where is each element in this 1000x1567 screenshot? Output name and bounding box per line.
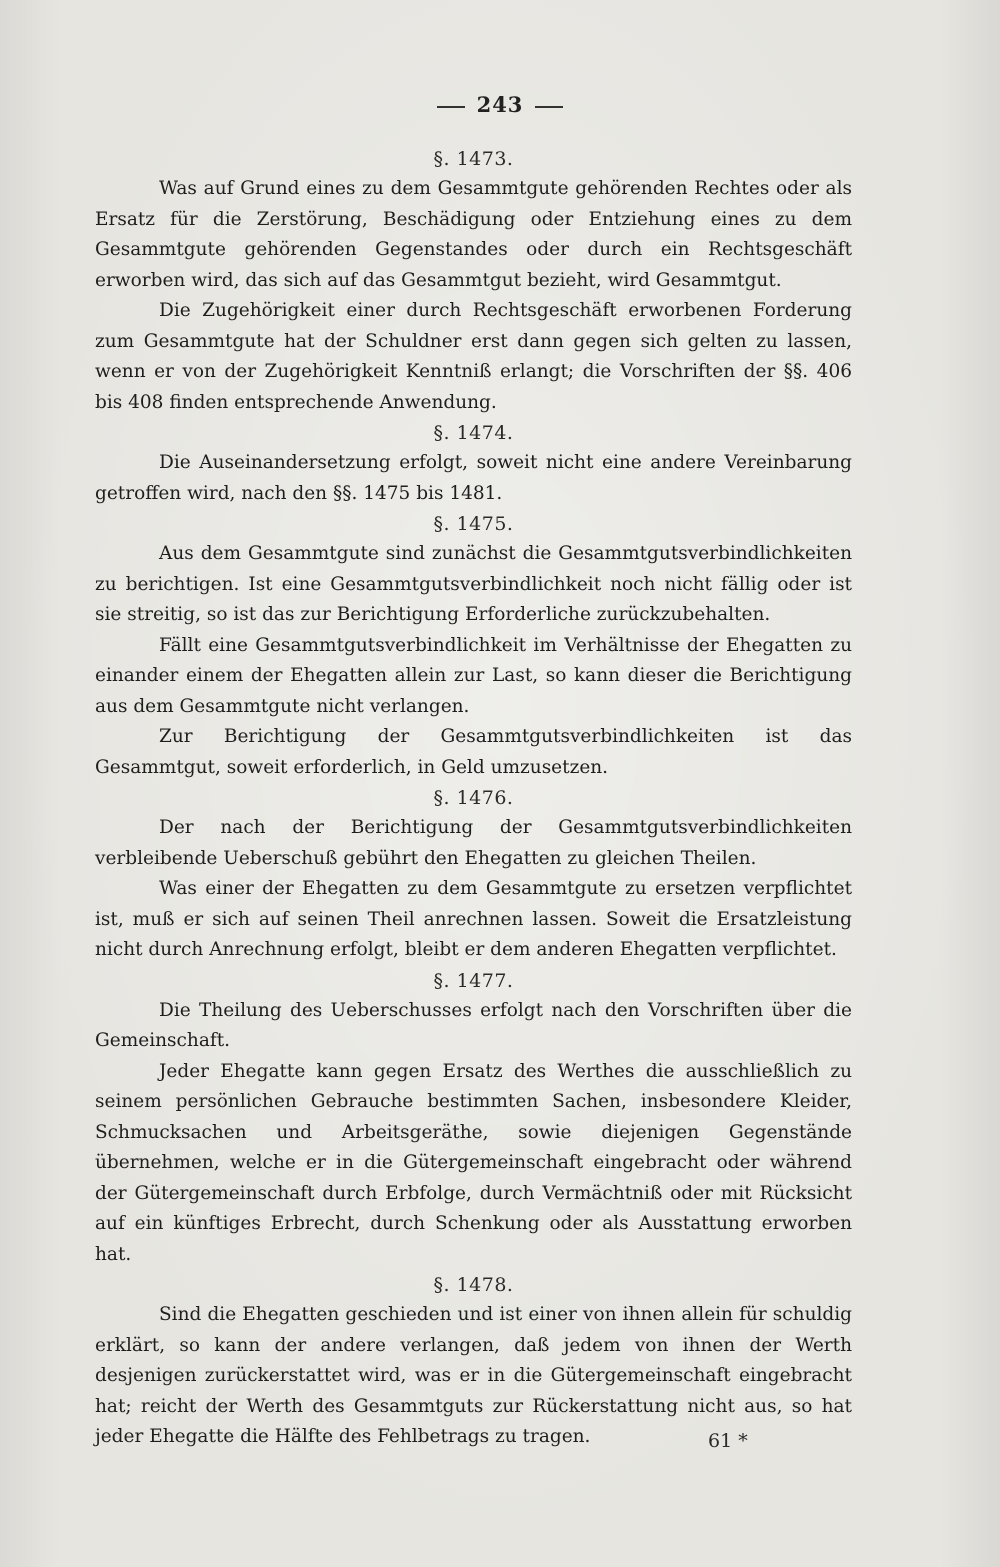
section-heading: §. 1477. xyxy=(433,969,514,992)
section-1475 xyxy=(95,509,852,783)
paragraph: Aus dem Gesammtgute sind zunächst die Gesammtgutsverbindlichkeiten zu berichtigen. Ist eine Gesammtgutsverbindlichkeit noch nicht fällig oder ist sie streitig, so ist das zur Berichtigung Erforderliche zurückzubehalten. xyxy=(95,543,852,625)
section-1476 xyxy=(95,783,852,966)
page-body xyxy=(95,144,852,1453)
page-number: 243 xyxy=(476,92,524,117)
section-heading: §. 1473. xyxy=(433,148,514,170)
page-header xyxy=(0,92,1000,117)
paragraph: Jeder Ehegatte kann gegen Ersatz des Werthes die ausschließlich zu seinem persönlichen Gebrauche bestimmten Sachen, insbesondere Kleider, Schmucksachen und Arbeitsgeräthe, sowie diejenigen Gegenstände übernehmen, welche er in die Gütergemeinschaft eingebracht oder während der Gütergemeinschaft durch Erbfolge, durch Vermächtniß oder mit Rücksicht auf ein künftiges Erbrecht, durch Schenkung oder als Ausstattung erworben hat. xyxy=(95,1060,852,1265)
header-dash-left xyxy=(437,106,465,108)
paragraph: Was auf Grund eines zu dem Gesammtgute gehörenden Rechtes oder als Ersatz für die Zerstörung, Beschädigung oder Entziehung eines zu dem Gesammtgute gehörenden Gegenstandes oder durch ein Rechtsgeschäft erworben wird, das sich auf das Gesammtgut bezieht, wird Gesammtgut. xyxy=(95,178,852,291)
header-dash-right xyxy=(535,106,563,108)
section-heading: §. 1475. xyxy=(433,513,514,535)
section-heading: §. 1476. xyxy=(433,787,514,809)
paragraph: Zur Berichtigung der Gesammtgutsverbindlichkeiten ist das Gesammtgut, soweit erforderlich, in Geld umzusetzen. xyxy=(95,726,852,778)
section-1474 xyxy=(95,418,852,509)
paragraph: Die Zugehörigkeit einer durch Rechtsgeschäft erworbenen Forderung zum Gesammtgute hat der Schuldner erst dann gegen sich gelten zu lassen, wenn er von der Zugehörigkeit Kenntniß erlangt; die Vorschriften der §§. 406 bis 408 finden entsprechende Anwendung. xyxy=(95,300,852,413)
section-heading: §. 1478. xyxy=(433,1274,514,1296)
section-1473 xyxy=(95,144,852,418)
section-heading: §. 1474. xyxy=(433,422,514,444)
paragraph: Was einer der Ehegatten zu dem Gesammtgute zu ersetzen verpflichtet ist, muß er sich auf seinen Theil anrechnen lassen. Soweit die Ersatzleistung nicht durch Anrechnung erfolgt, bleibt er dem anderen Ehegatten verpflichtet. xyxy=(95,878,852,960)
printer-signature: 61 * xyxy=(708,1430,748,1452)
section-1478 xyxy=(95,1270,852,1453)
paragraph: Die Auseinandersetzung erfolgt, soweit nicht eine andere Vereinbarung getroffen wird, nach den §§. 1475 bis 1481. xyxy=(95,452,852,504)
paragraph: Sind die Ehegatten geschieden und ist einer von ihnen allein für schuldig erklärt, so kann der andere verlangen, daß jedem von ihnen der Werth desjenigen zurückerstattet wird, was er in die Gütergemeinschaft eingebracht hat; reicht der Werth des Gesammtguts zur Rückerstattung nicht aus, so hat jeder Ehegatte die Hälfte des Fehlbetrags zu tragen. xyxy=(95,1304,852,1447)
section-1477 xyxy=(95,966,852,1271)
paragraph: Der nach der Berichtigung der Gesammtgutsverbindlichkeiten verbleibende Ueberschuß gebührt den Ehegatten zu gleichen Theilen. xyxy=(95,817,852,869)
paragraph: Fällt eine Gesammtgutsverbindlichkeit im Verhältnisse der Ehegatten zu einander einem der Ehegatten allein zur Last, so kann dieser die Berichtigung aus dem Gesammtgute nicht verlangen. xyxy=(95,634,852,717)
paragraph: Die Theilung des Ueberschusses erfolgt nach den Vorschriften über die Gemeinschaft. xyxy=(95,999,852,1051)
